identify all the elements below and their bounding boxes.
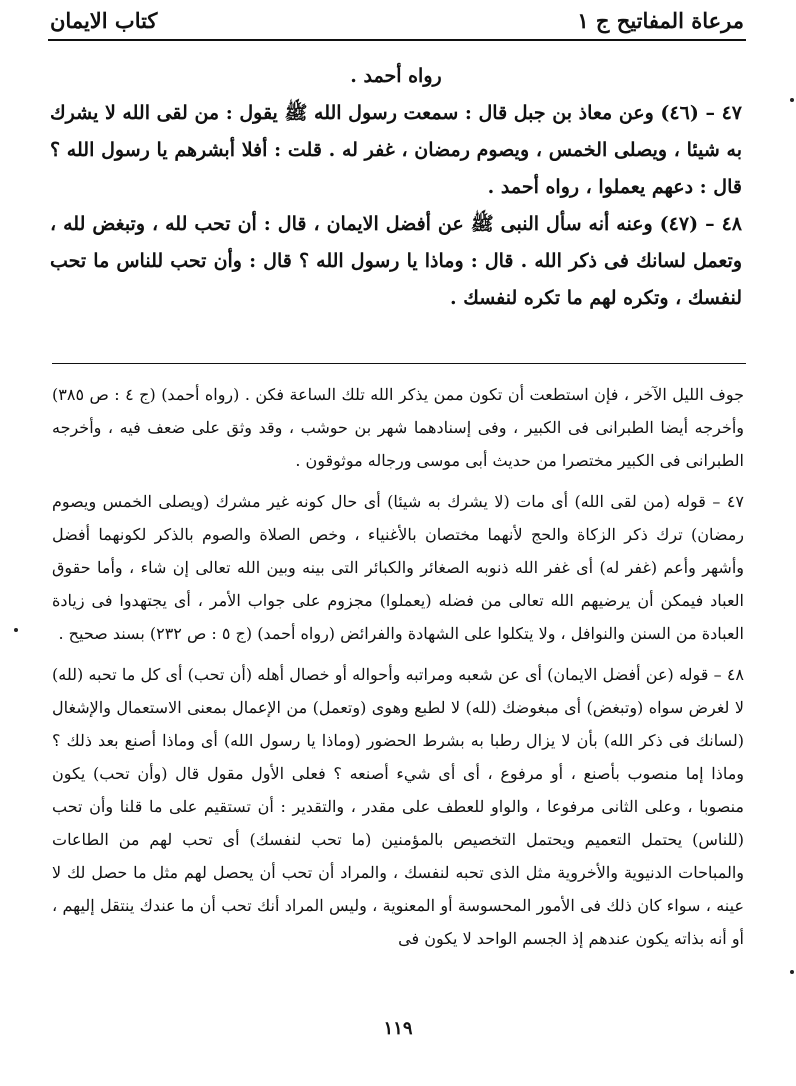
commentary-paragraph: جوف الليل الآخر ، فإن استطعت أن تكون ممن يذكر الله تلك الساعة فكن . (رواه أحمد) (ج ٤ : ص ٣٨٥) وأخرجه أيضا الطبرانى فى الكبير ، وفى إسنادهما شهر بن حوشب ، وقد وثق على ضعف فيه ، وأخرجه الطبرانى فى الكبير مختصرا من حديث أبى موسى ورجاله موثوقون . [52,385,744,470]
commentary-paragraph: ٤٧ – قوله (من لقى الله) أى مات (لا يشرك به شيئا) أى حال كونه غير مشرك (ويصلى الخمس ويصوم رمضان) ترك ذكر الزكاة والحج لأنهما مختصان بالأغنياء ، وخص الصلاة والصوم بالذكر لكونهما أفضل وأشهر وأعم (غفر له) أى غفر الله ذنوبه الصغائر والكبائر التى بينه وبين الله تعالى إن شاء ، وأما حقوق العباد فيمكن أن يرضيهم الله تعالى من فضله (يعملوا) مجزوم على جواب الأمر ، أى يجتهدوا فى زيادة العبادة من السنن والنوافل ، ولا يتكلوا على الشهادة والفرائض (رواه أحمد) (ج ٥ : ص ٢٣٢) بسند صحيح . [52,492,745,643]
margin-dot [790,970,794,974]
running-header [50,0,744,40]
footnote-separator [52,363,746,364]
margin-dot [14,628,18,632]
main-text [50,58,742,317]
main-paragraph: ٤٧ – (٤٦) وعن معاذ بن جبل قال : سمعت رسول الله ﷺ يقول : من لقى الله لا يشرك به شيئا ، ويصلى الخمس ، ويصوم رمضان ، غفر له . قلت : أفلا أبشرهم يا رسول الله ؟ قال : دعهم يعملوا ، رواه أحمد . [49,102,742,198]
header-book-title: مرعاة المفاتيح ج ١ [577,7,744,33]
commentary-text [52,378,744,955]
commentary-paragraph: ٤٨ – قوله (عن أفضل الايمان) أى عن شعبه ومراتبه وأحواله أو خصال أهله (أن تحب) أى كل ما تحبه (لله) لا لغرض سواه (وتبغض) أى مبغوضك (لله) لا لطبع وهوى (وتعمل) من الإعمال بمعنى الاستعمال والإشغال (لسانك فى ذكر الله) بأن لا يزال رطبا به بشرط الحضور (وماذا يا رسول الله) أى وماذا أصنع بعد ذلك ؟ وماذا إما منصوب بأصنع ، أو مرفوع ، أى أى شيء أصنعه ؟ فعلى الأول مقول قال (وأن تحب) يكون منصوبا ، وعلى الثانى مرفوعا ، والواو للعطف على مقدر ، والتقدير : أن تستقيم على ما قلنا وأن تحب (للناس) يحتمل التعميم ويحتمل التخصيص بالمؤمنين (ما تحب لنفسك) أى تحب لهم من الطاعات والمباحات الدنيوية والأخروية مثل الذى تحبه لنفسك ، والمراد أن تحب أن يحصل لهم مثل ما حصل لك لا عينه ، سواء كان ذلك فى الأمور المحسوسة أو المعنوية ، وليس المراد أنك تحب أن ما عندك ينتقل إليهم ، أو أنه بذاته يكون عندهم إذ الجسم الواحد لا يكون فى [52,665,745,948]
page-number: ١١٩ [383,1018,413,1039]
main-paragraph: ٤٨ – (٤٧) وعنه أنه سأل النبى ﷺ عن أفضل الايمان ، قال : أن تحب لله ، وتبغض لله ، وتعمل لسانك فى ذكر الله . قال : وماذا يا رسول الله ؟ قال : وأن تحب للناس ما تحب لنفسك ، وتكره لهم ما تكره لنفسك . [50,213,742,309]
header-rule [48,39,746,41]
main-paragraph: رواه أحمد . [350,65,442,87]
header-chapter-title: كتاب الايمان [50,7,158,33]
margin-dot [790,98,794,102]
